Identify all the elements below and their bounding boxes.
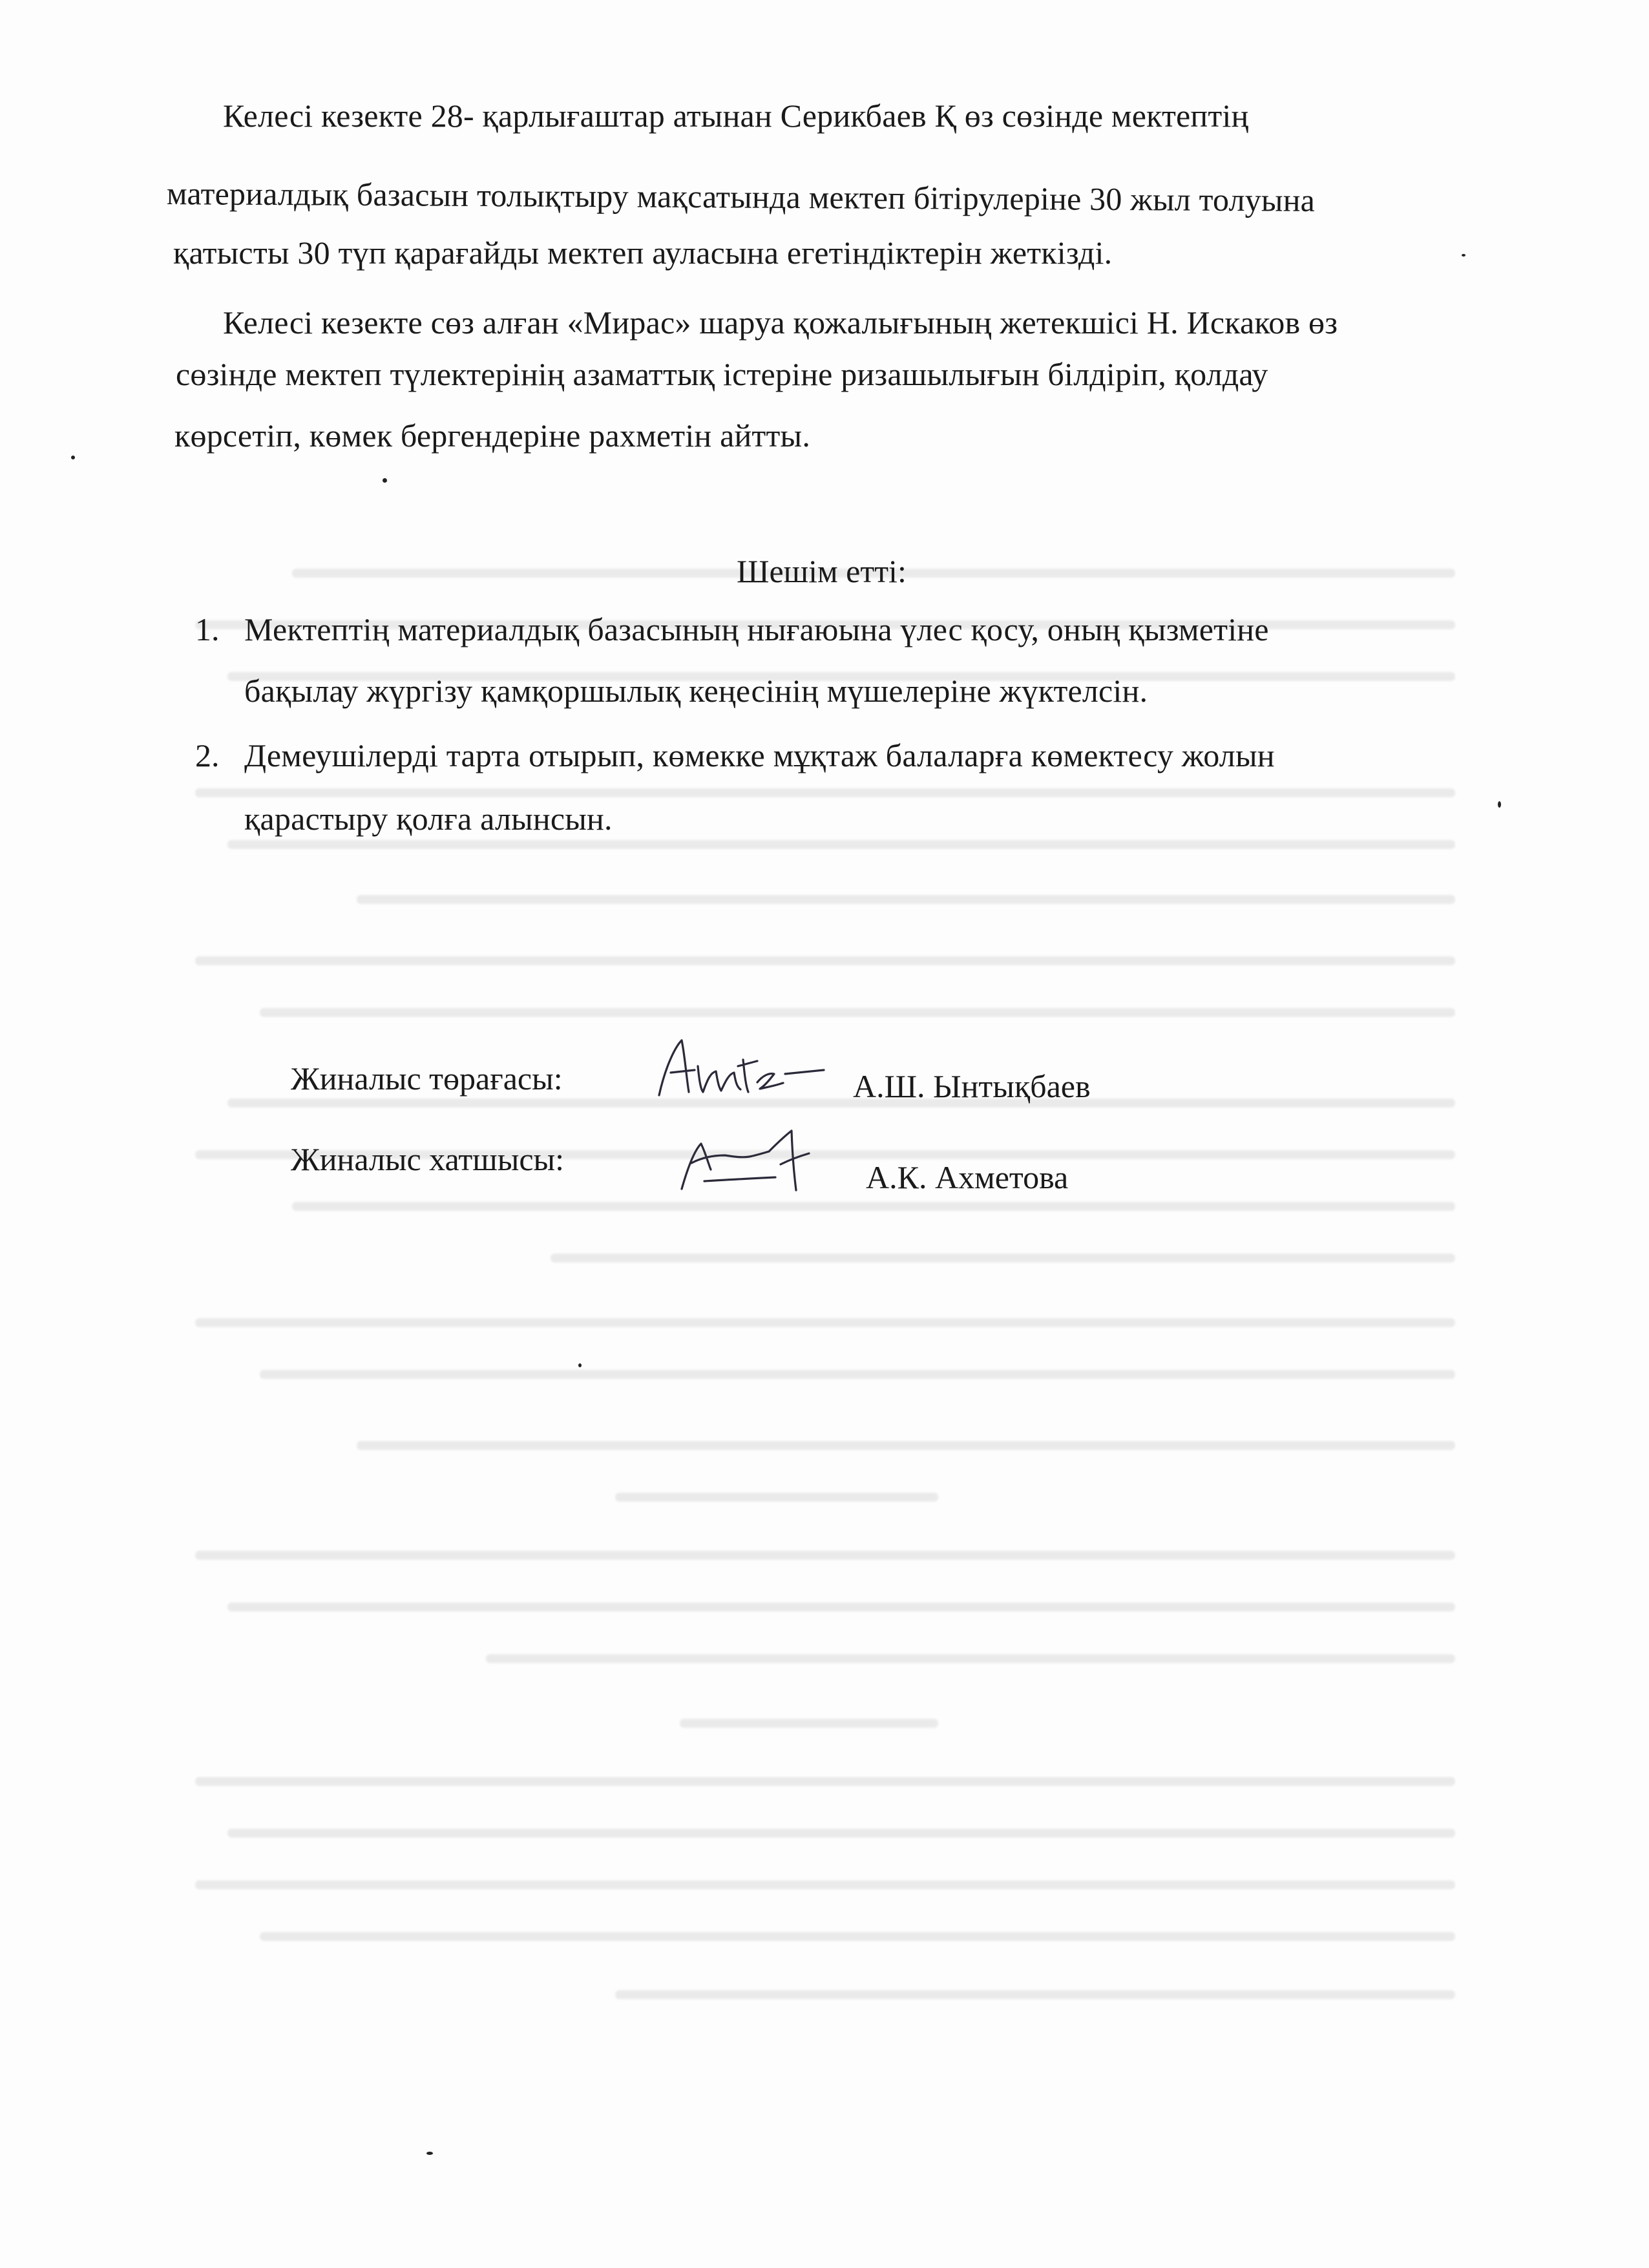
decision-heading: Шешім етті: (737, 553, 907, 589)
decision-1-line-1: Мектептің материалдық базасының нығаюына үлес қосу, оның қызметіне (244, 611, 1269, 647)
decision-1-number: 1. (195, 611, 220, 647)
chair-name: А.Ш. Ынтықбаев (853, 1068, 1091, 1104)
paragraph-1-line-2: материалдық базасын толықтыру мақсатында мектеп бітірулеріне 30 жыл толуына (166, 175, 1316, 218)
paragraph-2-line-2: сөзінде мектеп түлектерінің азаматтық істеріне ризашылығын білдіріп, қолдау (176, 356, 1268, 392)
scan-speck (578, 1363, 582, 1367)
scan-speck (1462, 254, 1465, 257)
paragraph-1-line-3: қатысты 30 түп қарағайды мектеп ауласына егетіндіктерін жеткізді. (173, 235, 1113, 271)
secretary-signature (666, 1118, 834, 1208)
scan-speck (71, 456, 75, 459)
scan-speck (383, 478, 387, 483)
secretary-name: А.К. Ахметова (866, 1159, 1069, 1195)
decision-2-line-2: қарастыру қолға алынсын. (244, 801, 613, 837)
paragraph-2-line-3: көрсетіп, көмек бергендеріне рахметін айтты. (174, 417, 811, 454)
decision-2-number: 2. (195, 737, 220, 773)
scan-speck (1498, 801, 1501, 808)
scan-speck (426, 2152, 433, 2155)
chair-label: Жиналыс төрағасы: (291, 1060, 563, 1097)
paragraph-2-line-1: Келесі кезекте сөз алған «Мирас» шаруа қожалығының жетекшісі Н. Искаков өз (223, 304, 1338, 341)
chair-signature (646, 1027, 840, 1111)
paragraph-1-line-1: Келесі кезекте 28- қарлығаштар атынан Серикбаев Қ өз сөзінде мектептің (223, 98, 1249, 134)
secretary-label: Жиналыс хатшысы: (291, 1141, 565, 1177)
decision-1-line-2: бақылау жүргізу қамқоршылық кеңесінің мүшелеріне жүктелсін. (244, 673, 1148, 709)
decision-2-line-1: Демеушілерді тарта отырып, көмекке мұқтаж балаларға көмектесу жолын (244, 737, 1275, 773)
